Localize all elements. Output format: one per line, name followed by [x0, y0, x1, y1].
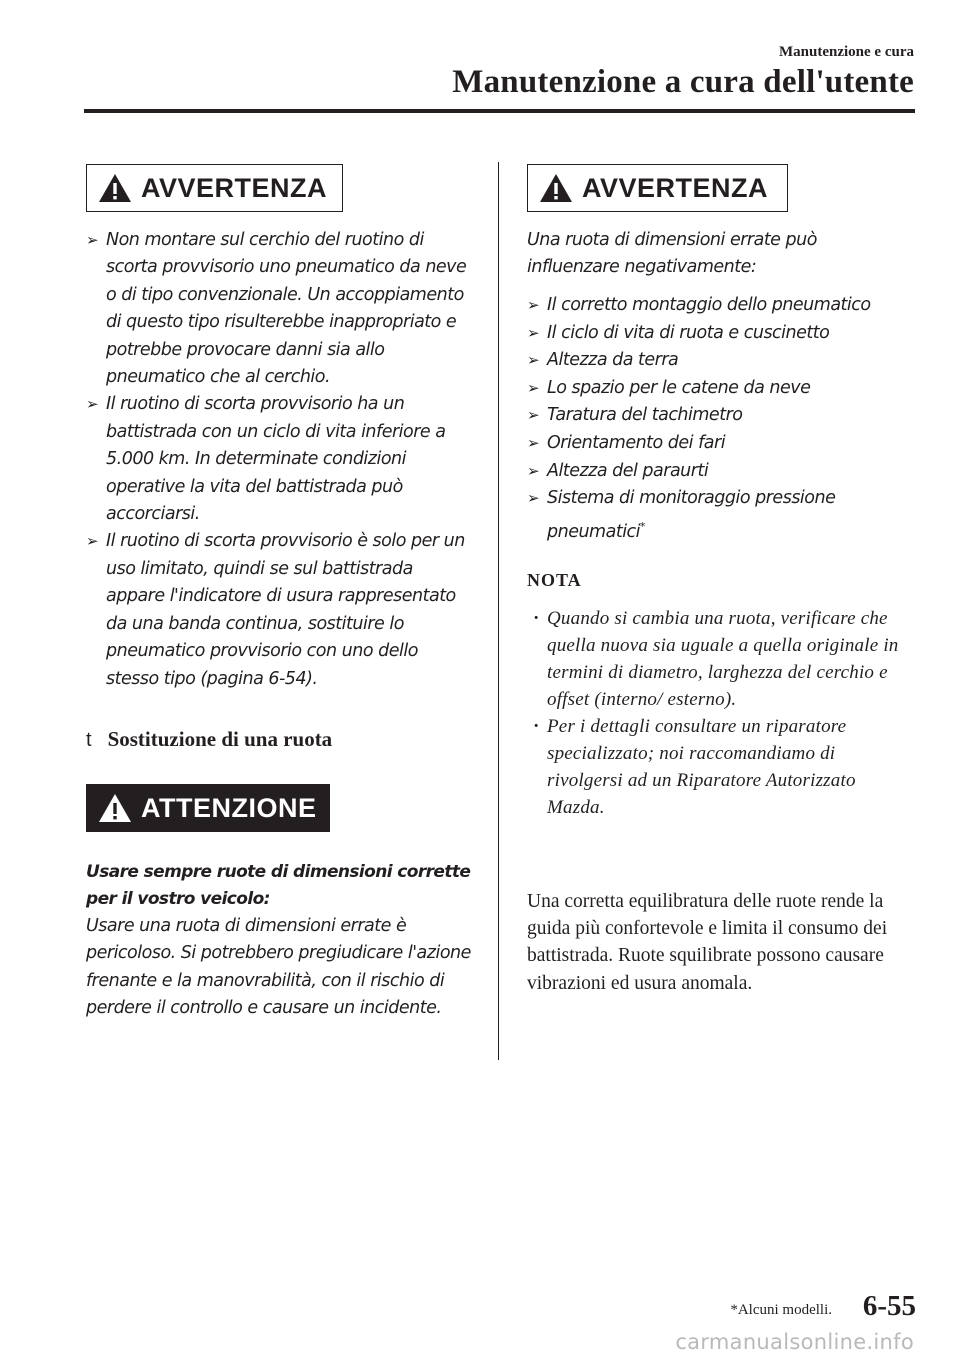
warning-list-left — [86, 227, 472, 693]
list-item: ➢ Il corretto montaggio dello pneumatico — [527, 292, 917, 320]
list-item: ➢ Il ruotino di scorta provvisorio ha un battistrada con un ciclo di vita inferiore a 5.000 km. In determinate condizioni operative la vita del battistrada può accorciarsi. — [86, 391, 472, 528]
caution-label: ATTENZIONE — [141, 792, 317, 823]
warning-intro: Una ruota di dimensioni errate può influenzare negativamente: — [527, 230, 817, 278]
caution-banner — [86, 784, 330, 832]
list-item: ➢ Altezza da terra — [527, 347, 917, 375]
list-item: ➢ Orientamento dei fari — [527, 430, 917, 458]
caution-lead: Usare sempre ruote di dimensioni corrette per il vostro veicolo: — [86, 862, 471, 910]
warning-list-right — [527, 292, 917, 546]
caution-text: Usare una ruota di dimensioni errate è pericoloso. Si potrebbero pregiudicare l'azione frenante e la manovrabilità, con il rischio di perdere il controllo e causare un incidente. — [86, 916, 471, 1019]
heading-marker: t — [86, 729, 92, 751]
footnote-mark: * — [640, 519, 646, 533]
list-item-text: Sistema di monitoraggio pressione pneumatici — [547, 488, 836, 542]
page-title: Manutenzione a cura dell'utente — [452, 64, 914, 100]
list-item: · Per i dettagli consultare un riparatore specializzato; noi raccomandiamo di rivolgersi ad un Riparatore Autorizzato Mazda. — [530, 713, 915, 821]
list-item: ➢ Lo spazio per le catene da neve — [527, 375, 917, 403]
header-rule — [84, 109, 915, 113]
list-item: ➢ Altezza del paraurti — [527, 458, 917, 486]
list-item: · Quando si cambia una ruota, verificare che quella nuova sia uguale a quella originale in termini di diametro, larghezza del cerchio e offset (interno/ esterno). — [530, 605, 915, 713]
warning-label: AVVERTENZA — [141, 172, 328, 203]
warning-banner-right — [527, 164, 788, 212]
warning-banner-left — [86, 164, 343, 212]
warning-triangle-icon — [538, 172, 574, 204]
section-heading — [86, 727, 486, 752]
warning-triangle-icon — [97, 172, 133, 204]
list-item: ➢ Non montare sul cerchio del ruotino di scorta provvisorio uno pneumatico da neve o di tipo convenzionale. Un accoppiamento di questo tipo risulterebbe inappropriato e potrebbe provocare danni sia allo pneumatico che al cerchio. — [86, 227, 472, 391]
footnote: *Alcuni modelli. — [730, 1302, 832, 1318]
caution-triangle-icon — [97, 792, 133, 824]
nota-list — [530, 605, 915, 821]
warning-label: AVVERTENZA — [582, 172, 769, 203]
list-item — [527, 485, 917, 546]
heading-text: Sostituzione di una ruota — [107, 727, 333, 751]
body-paragraph: Una corretta equilibratura delle ruote rende la guida più confortevole e limita il consumo dei battistrada. Ruote squilibrate possono causare vibrazioni ed usura anomala. — [527, 891, 888, 994]
page-number: 6-55 — [862, 1290, 916, 1322]
column-divider — [498, 162, 499, 1060]
list-item: ➢ Taratura del tachimetro — [527, 402, 917, 430]
section-label: Manutenzione e cura — [779, 44, 914, 60]
watermark: carmanualsonline.info — [675, 1330, 914, 1354]
list-item: ➢ Il ciclo di vita di ruota e cuscinetto — [527, 320, 917, 348]
list-item: ➢ Il ruotino di scorta provvisorio è solo per un uso limitato, quindi se sul battistrada appare l'indicatore di usura rappresentato da una banda continua, sostituire lo pneumatico provvisorio con uno dello stesso tipo (pagina 6-54). — [86, 528, 472, 692]
nota-title: NOTA — [527, 570, 582, 590]
